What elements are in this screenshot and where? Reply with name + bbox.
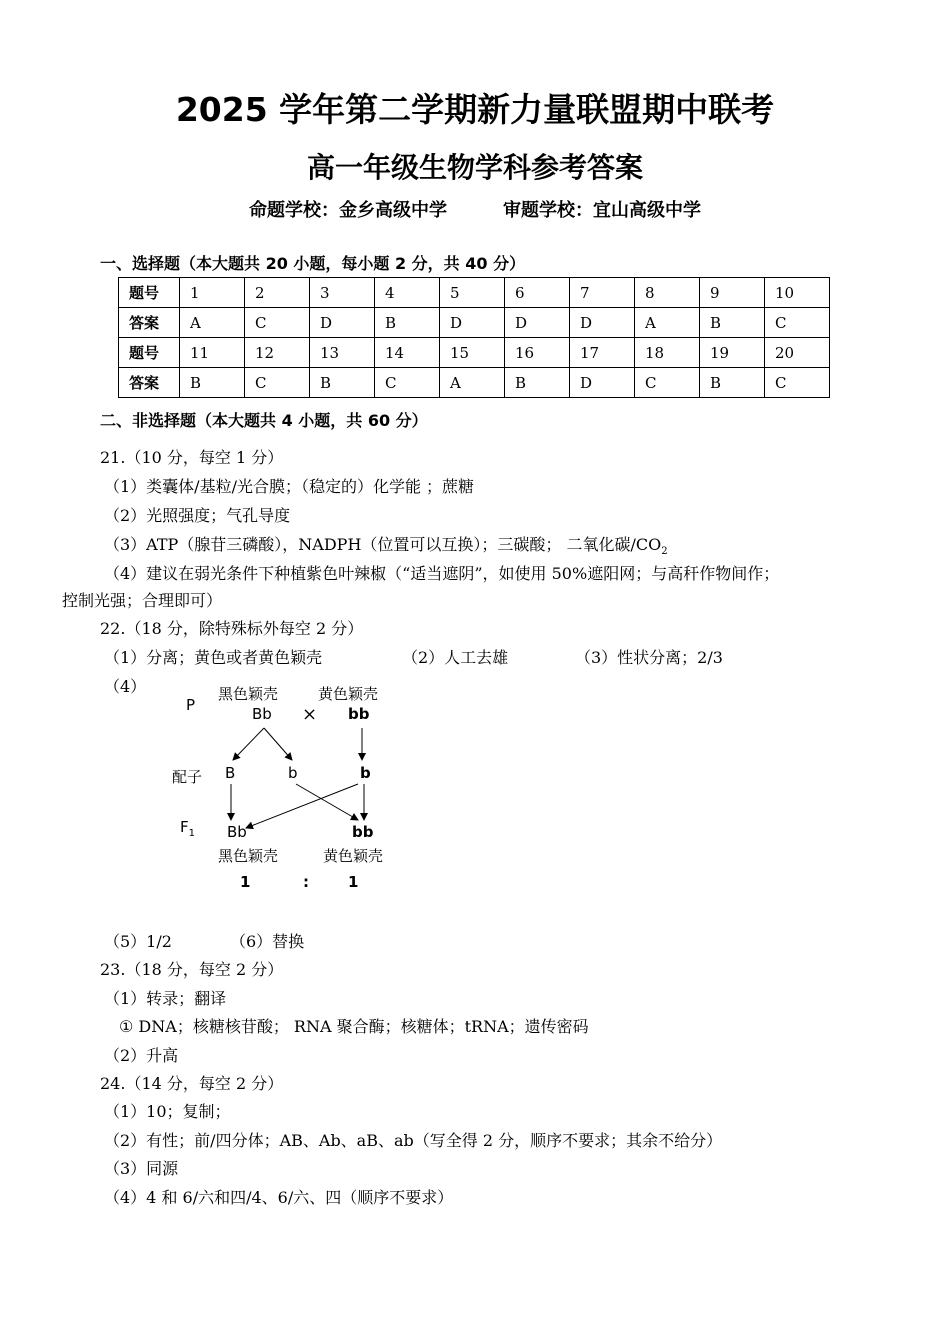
table-cell: 2 [245, 278, 310, 308]
f1-label-subscript: 1 [188, 828, 196, 839]
table-cell: 1 [180, 278, 245, 308]
table-cell: 13 [310, 338, 375, 368]
table-cell: 8 [635, 278, 700, 308]
q23-answer-2: （2）升高 [104, 1046, 179, 1065]
q21-answer-2: （2）光照强度；气孔导度 [104, 506, 291, 525]
table-cell: C [765, 308, 830, 338]
table-cell: A [635, 308, 700, 338]
table-cell: 3 [310, 278, 375, 308]
q22-answer-3: （3）性状分离；2/3 [575, 648, 723, 667]
gamete-b-recessive-2: b [360, 764, 371, 782]
table-cell: B [700, 368, 765, 398]
row-label-answer: 答案 [119, 308, 180, 338]
table-cell: 18 [635, 338, 700, 368]
table-cell: C [765, 368, 830, 398]
q24-answer-4: （4）4 和 6/六和四/4、6/六、四（顺序不要求） [104, 1188, 454, 1207]
p-generation-label: P [186, 696, 196, 714]
q24-answer-3: （3）同源 [104, 1159, 179, 1178]
q22-answer-1: （1）分离；黄色或者黄色颖壳 [104, 648, 323, 667]
q23-answer-1-sub: ① DNA；核糖核苷酸； RNA 聚合酶；核糖体；tRNA；遗传密码 [119, 1017, 589, 1036]
q24-answer-1: （1）10；复制； [104, 1102, 231, 1121]
parent1-genotype: Bb [252, 705, 272, 723]
arrow-parent1-to-gamete-B [233, 728, 264, 760]
gamete-b-recessive-1: b [288, 764, 298, 782]
table-cell: 17 [570, 338, 635, 368]
table-cell: B [505, 368, 570, 398]
f1-phenotype-1: 黑色颖壳 [218, 847, 279, 865]
table-cell: C [375, 368, 440, 398]
section-heading-nonchoice: 二、非选择题（本大题共 4 小题，共 60 分） [100, 411, 428, 430]
table-cell: D [505, 308, 570, 338]
table-cell: D [570, 308, 635, 338]
table-cell: C [245, 308, 310, 338]
gamete-label: 配子 [172, 768, 203, 786]
section-heading-choice: 一、选择题（本大题共 20 小题，每小题 2 分，共 40 分） [100, 254, 526, 273]
row-label-number: 题号 [119, 278, 180, 308]
table-cell: C [245, 368, 310, 398]
f1-label-text: F [180, 818, 189, 836]
q23-answer-1: （1）转录；翻译 [104, 989, 227, 1008]
page-title: 2025 学年第二学期新力量联盟期中联考 [175, 90, 775, 129]
table-cell: B [700, 308, 765, 338]
table-cell: 7 [570, 278, 635, 308]
table-cell: 10 [765, 278, 830, 308]
table-cell: 6 [505, 278, 570, 308]
table-cell: 15 [440, 338, 505, 368]
parent1-phenotype: 黑色颖壳 [218, 685, 279, 703]
q24-header: 24.（14 分，每空 2 分） [100, 1074, 284, 1093]
parent2-phenotype: 黄色颖壳 [318, 685, 379, 703]
reviewer-school: 审题学校：宜山高级中学 [503, 200, 701, 221]
table-cell: B [180, 368, 245, 398]
q21-answer-1: （1）类囊体/基粒/光合膜；（稳定的）化学能 ；蔗糖 [104, 477, 475, 496]
table-cell: 20 [765, 338, 830, 368]
f1-phenotype-2: 黄色颖壳 [323, 847, 384, 865]
setter-school: 命题学校：金乡高级中学 [249, 200, 447, 221]
table-cell: A [180, 308, 245, 338]
q24-answer-2: （2）有性；前/四分体；AB、Ab、aB、ab（写全得 2 分，顺序不要求；其余不给分） [104, 1131, 723, 1150]
q21-answer-3-subscript: 2 [661, 546, 668, 558]
q21-answer-4b: 控制光强；合理即可） [62, 591, 223, 610]
table-cell: 16 [505, 338, 570, 368]
table-cell: D [310, 308, 375, 338]
table-cell: D [570, 368, 635, 398]
table-cell: 9 [700, 278, 765, 308]
f1-genotype-1: Bb [227, 823, 247, 841]
table-cell: B [310, 368, 375, 398]
q22-answer-2: （2）人工去雄 [402, 648, 509, 667]
page-subtitle: 高一年级生物学科参考答案 [306, 151, 643, 184]
gamete-b-dominant: B [225, 764, 236, 782]
q22-header: 22.（18 分，除特殊标外每空 2 分） [100, 619, 364, 638]
table-cell: 11 [180, 338, 245, 368]
table-cell: 12 [245, 338, 310, 368]
arrow-gamete-b2-to-f1-Bb [246, 784, 358, 828]
arrow-parent1-to-gamete-b [264, 728, 292, 760]
table-cell: 19 [700, 338, 765, 368]
q22-answer-6: （6）替换 [230, 932, 305, 951]
q21-answer-3-text: （3）ATP（腺苷三磷酸），NADPH（位置可以互换）；三碳酸； 二氧化碳/CO [104, 535, 662, 554]
table-cell: 14 [375, 338, 440, 368]
row-label-number: 题号 [119, 338, 180, 368]
row-label-answer: 答案 [119, 368, 180, 398]
arrow-gamete-b1-to-f1-bb [296, 784, 358, 820]
table-cell: 4 [375, 278, 440, 308]
q21-answer-4a: （4）建议在弱光条件下种植紫色叶辣椒（“适当遮阴”，如使用 50%遮阳网；与高秆作物间作； [104, 564, 780, 583]
table-cell: D [440, 308, 505, 338]
parent2-genotype: bb [348, 705, 370, 723]
f1-genotype-2: bb [352, 823, 374, 841]
cross-symbol: × [302, 704, 318, 725]
q22-answer-5: （5）1/2 [104, 932, 172, 951]
table-cell: 5 [440, 278, 505, 308]
table-cell: C [635, 368, 700, 398]
q23-header: 23.（18 分，每空 2 分） [100, 960, 284, 979]
q22-answer-4-label: （4） [104, 677, 147, 696]
table-cell: B [375, 308, 440, 338]
ratio-value-2: 1 [348, 873, 359, 891]
table-cell: A [440, 368, 505, 398]
ratio-colon: : [303, 873, 309, 891]
ratio-value-1: 1 [240, 873, 251, 891]
q21-header: 21.（10 分，每空 1 分） [100, 448, 284, 467]
